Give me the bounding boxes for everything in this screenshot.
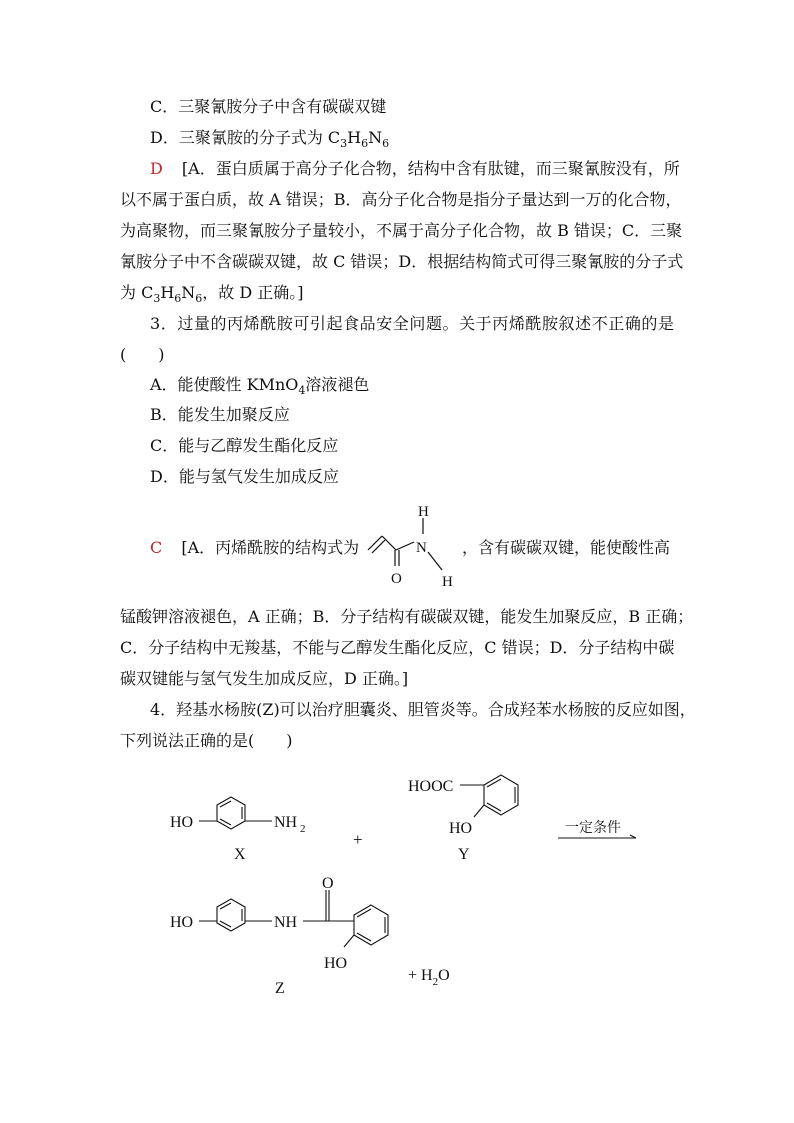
q2-explanation-4: 氰胺分子中不含碳碳双键，故 C 错误；D．根据结构简式可得三聚氰胺的分子式 bbox=[120, 252, 684, 271]
q3-explanation-4: 碳双键能与氢气发生加成反应，D 正确。] bbox=[120, 669, 409, 688]
q3-option-d: D．能与氢气发生加成反应 bbox=[150, 467, 339, 486]
formula-sub: 6 bbox=[195, 292, 203, 306]
formula-sub: 3 bbox=[153, 292, 161, 306]
struct-h-top: H bbox=[418, 504, 429, 520]
formula-sub: 6 bbox=[382, 137, 390, 151]
q3-explanation-1a bbox=[150, 538, 359, 558]
struct-h-bottom: H bbox=[442, 574, 453, 590]
q3-answer: C bbox=[150, 538, 163, 557]
plus-water bbox=[408, 967, 450, 988]
formula-part: H bbox=[160, 283, 175, 302]
formula-sub: 4 bbox=[298, 384, 306, 398]
q2-option-d-text: D．三聚氰胺的分子式为 C bbox=[150, 128, 341, 147]
formula-part: N bbox=[181, 283, 196, 302]
x-ho: HO bbox=[170, 814, 194, 831]
q4-stem-1: 4．羟基水杨胺(Z)可以治疗胆囊炎、胆管炎等。合成羟苯水杨胺的反应如图， bbox=[150, 700, 696, 719]
formula-sub: 6 bbox=[174, 292, 182, 306]
water-o: O bbox=[438, 967, 450, 984]
q3-stem-2: ( ) bbox=[120, 345, 165, 364]
q3-option-a-text: A．能使酸性 KMnO bbox=[150, 375, 299, 394]
struct-n: N bbox=[416, 540, 427, 556]
y-label: Y bbox=[458, 846, 470, 863]
struct-o: O bbox=[391, 571, 402, 587]
q3-explanation-2: 锰酸钾溶液褪色，A 正确；B．分子结构有碳碳双键，能发生加聚反应，B 正确； bbox=[120, 607, 694, 626]
formula-sub: 3 bbox=[340, 137, 348, 151]
q3-stem-1: 3．过量的丙烯酰胺可引起食品安全问题。关于丙烯酰胺叙述不正确的是 bbox=[150, 314, 674, 333]
z-o: O bbox=[322, 875, 334, 892]
reaction-scheme bbox=[160, 755, 680, 1005]
q2-explanation-3: 为高聚物，而三聚氰胺分子量较小，不属于高分子化合物，故 B 错误；C．三聚 bbox=[120, 221, 683, 240]
q3-explanation-1b: ，含有碳碳双键，能使酸性高 bbox=[462, 538, 671, 557]
q4-stem-2: 下列说法正确的是( ) bbox=[120, 731, 293, 750]
q3-option-c: C．能与乙醇发生酯化反应 bbox=[150, 436, 339, 455]
z-ho2: HO bbox=[324, 955, 348, 972]
q2-option-c: C．三聚氰胺分子中含有碳碳双键 bbox=[150, 97, 387, 116]
z-ho: HO bbox=[170, 914, 194, 931]
q2-explanation-5 bbox=[120, 283, 304, 309]
x-label: X bbox=[234, 846, 246, 863]
q2-answer: D bbox=[150, 159, 163, 178]
formula-part: N bbox=[368, 128, 383, 147]
acrylamide-structure bbox=[366, 498, 466, 594]
x-nh: NH bbox=[274, 814, 298, 831]
q3-option-a-text: 溶液褪色 bbox=[305, 375, 370, 394]
reaction-condition: 一定条件 bbox=[565, 821, 621, 836]
q2-expl-text: ，故 D 正确。] bbox=[202, 283, 304, 302]
q2-expl-text: [A．蛋白质属于高分子化合物，结构中含有肽键，而三聚氰胺没有，所 bbox=[181, 159, 680, 178]
formula-sub: 6 bbox=[361, 137, 369, 151]
y-ho: HO bbox=[449, 820, 473, 837]
x-nh-sub: 2 bbox=[300, 823, 306, 835]
q3-option-a bbox=[150, 375, 369, 401]
formula-part: H bbox=[347, 128, 362, 147]
plus-h: + H bbox=[408, 967, 433, 984]
q2-explanation-1 bbox=[150, 159, 680, 179]
q3-explanation-3: C．分子结构中无羧基，不能与乙醇发生酯化反应，C 错误；D．分子结构中碳 bbox=[120, 638, 675, 657]
water-sub: 2 bbox=[432, 976, 439, 988]
y-hooc: HOOC bbox=[408, 778, 454, 795]
z-label: Z bbox=[275, 980, 285, 997]
q3-expl-text: [A．丙烯酰胺的结构式为 bbox=[181, 538, 360, 557]
q2-option-d bbox=[150, 128, 389, 154]
q2-explanation-2: 以不属于蛋白质，故 A 错误；B．高分子化合物是指分子量达到一万的化合物， bbox=[120, 190, 682, 209]
q3-option-b: B．能发生加聚反应 bbox=[150, 405, 290, 424]
q2-expl-text: 为 C bbox=[120, 283, 154, 302]
plus-sign: + bbox=[353, 830, 363, 849]
z-nh: NH bbox=[274, 914, 298, 931]
